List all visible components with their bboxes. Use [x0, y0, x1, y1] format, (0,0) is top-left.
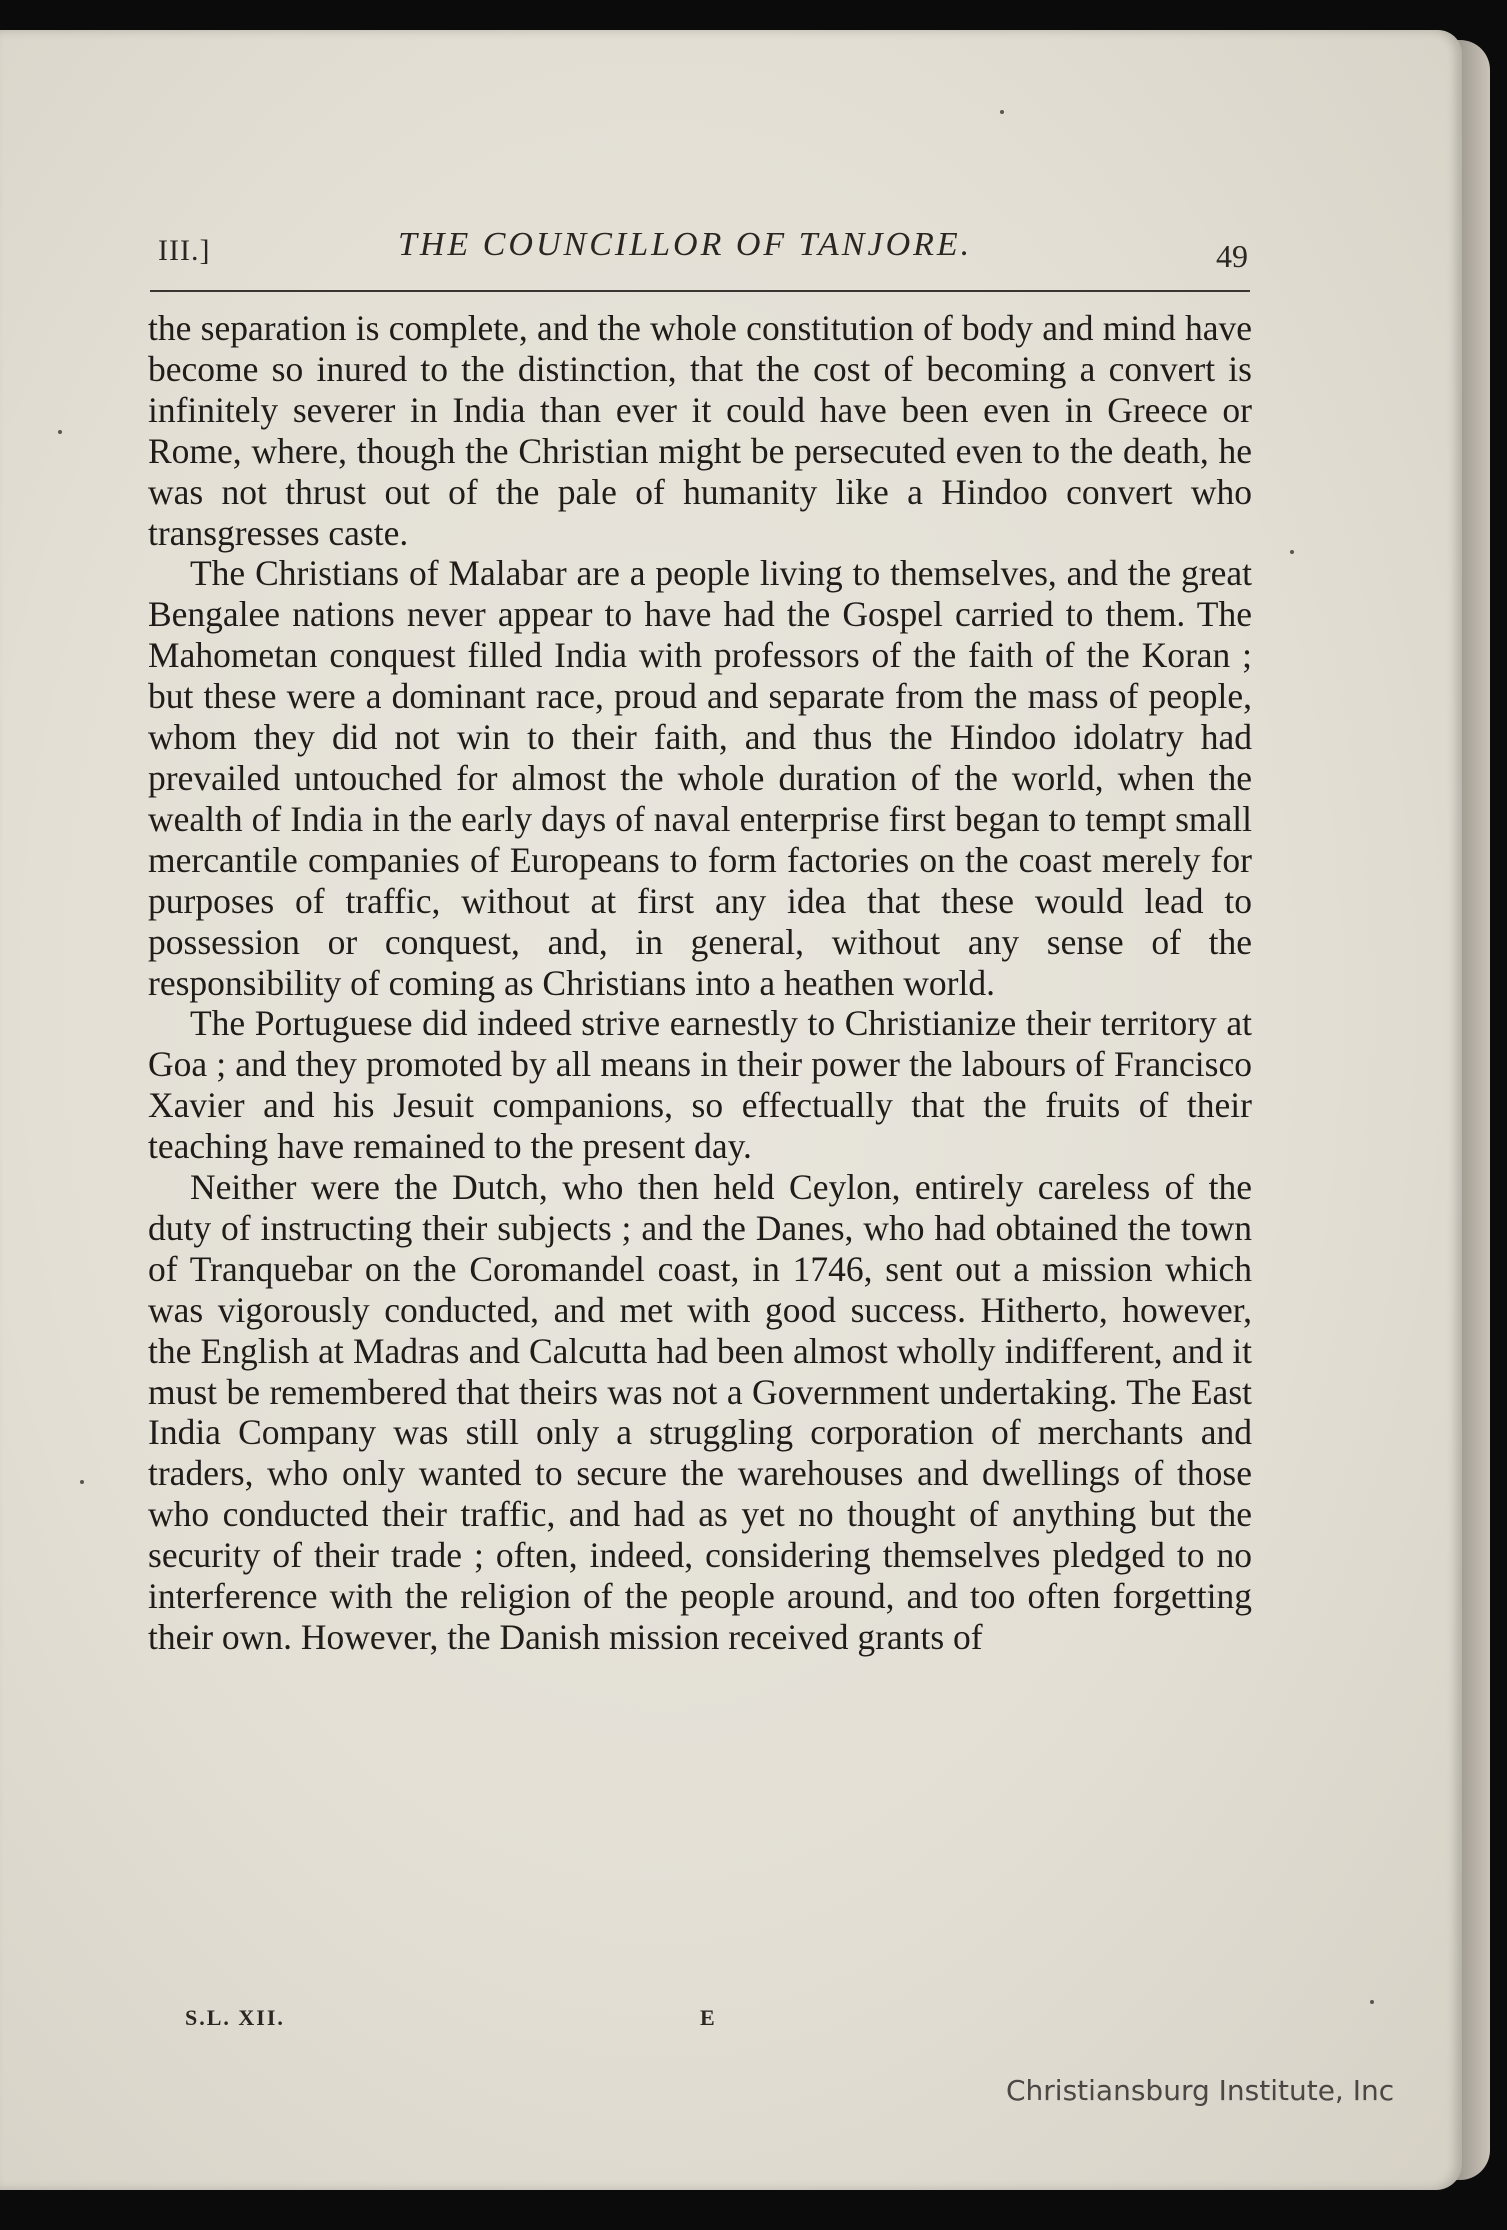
- paragraph: The Christians of Malabar are a people living to themselves, and the great Bengalee nations never appear to have had the Gospel carried to them. The Mahometan conquest filled India with professors of the faith of the Koran ; but these were a dominant race, proud and separate from the mass of people, whom they did not win to their faith, and thus the Hindoo idolatry had prevailed untouched for almost the whole duration of the world, when the wealth of India in the early days of naval enterprise first began to tempt small mercantile companies of Europeans to form factories on the coast merely for purposes of traffic, without at first any idea that these would lead to possession or conquest, and, in general, without any sense of the responsibility of coming as Christians into a heathen world.: [148, 553, 1252, 1003]
- running-title: THE COUNCILLOR OF TANJORE.: [398, 226, 973, 263]
- page-number: 49: [1216, 238, 1248, 274]
- paragraph: the separation is complete, and the whole constitution of body and mind have become so inured to the distinction, that the cost of becoming a convert is infinitely severer in India than ever it could have been even in Greece or Rome, where, though the Christian might be persecuted even to the death, he was not thrust out of the pale of humanity like a Hindoo convert who transgresses caste.: [148, 308, 1252, 553]
- body-text: [148, 308, 1252, 1658]
- paragraph: The Portuguese did indeed strive earnestly to Christianize their territory at Goa ; and they promoted by all means in their power the labours of Francisco Xavier and his Jesuit companions, so effectually that the fruits of their teaching have remained to the present day.: [148, 1003, 1252, 1167]
- header-rule: [150, 290, 1250, 292]
- paragraph: Neither were the Dutch, who then held Ceylon, entirely careless of the duty of instructing their subjects ; and the Danes, who had obtained the town of Tranquebar on the Coromandel coast, in 1746, sent out a mission which was vigorously conducted, and met with good success. Hitherto, however, the English at Madras and Calcutta had been almost wholly indifferent, and it must be remembered that theirs was not a Government undertaking. The East India Company was still only a struggling corporation of merchants and traders, who only wanted to secure the warehouses and dwellings of those who conducted their traffic, and had as yet no thought of anything but the security of their trade ; often, indeed, considering themselves pledged to no interference with the religion of the people around, and too often forgetting their own. However, the Danish mission received grants of: [148, 1167, 1252, 1657]
- section-number: III.]: [158, 234, 211, 267]
- signature-mark: S.L. XII.: [185, 2005, 285, 2030]
- running-header: [158, 226, 1248, 286]
- watermark: Christiansburg Institute, Inc: [1006, 2074, 1395, 2107]
- signature-letter: E: [700, 2005, 717, 2030]
